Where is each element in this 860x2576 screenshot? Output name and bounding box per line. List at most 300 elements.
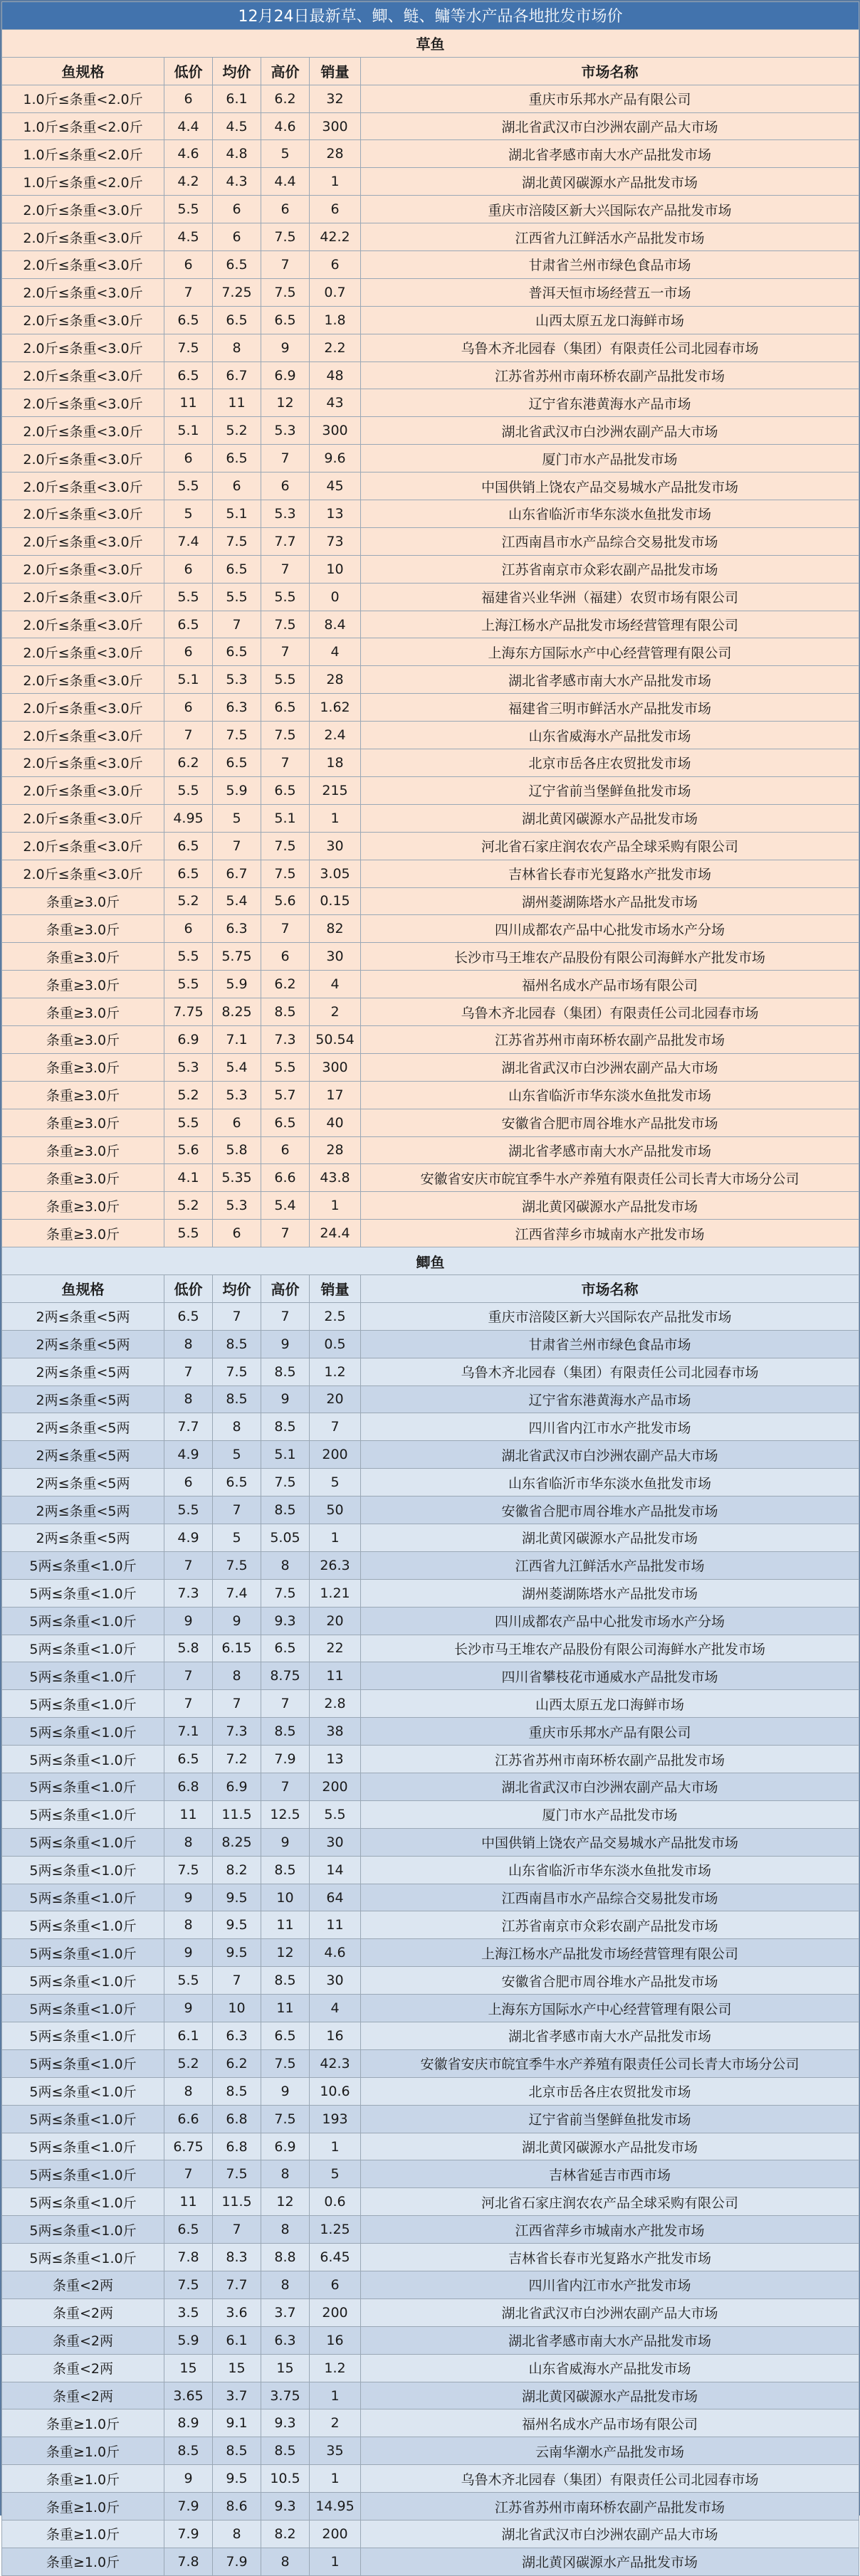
cell-avg: 5.75 bbox=[213, 943, 261, 971]
cell-volume: 45 bbox=[310, 473, 361, 500]
cell-market: 安徽省安庆市皖宜季牛水产养殖有限责任公司长青大市场分公司 bbox=[361, 1164, 859, 1192]
cell-high: 5.6 bbox=[261, 887, 310, 915]
cell-market: 吉林省长春市光复路水产批发市场 bbox=[361, 860, 859, 887]
cell-high: 8 bbox=[261, 2160, 310, 2188]
cell-spec: 2.0斤≤条重<3.0斤 bbox=[2, 832, 164, 860]
table-row bbox=[2, 611, 859, 638]
cell-low: 5.5 bbox=[164, 776, 213, 804]
cell-avg: 6 bbox=[213, 473, 261, 500]
cell-avg: 4.8 bbox=[213, 140, 261, 168]
cell-low: 7.9 bbox=[164, 2493, 213, 2520]
cell-market: 乌鲁木齐北园春（集团）有限责任公司北园春市场 bbox=[361, 2465, 859, 2493]
cell-spec: 2.0斤≤条重<3.0斤 bbox=[2, 776, 164, 804]
cell-low: 8 bbox=[164, 1828, 213, 1856]
cell-market: 山东省威海水产品批发市场 bbox=[361, 2354, 859, 2382]
column-header-spec: 鱼规格 bbox=[2, 57, 164, 85]
cell-volume: 6.45 bbox=[310, 2244, 361, 2271]
cell-spec: 2.0斤≤条重<3.0斤 bbox=[2, 555, 164, 583]
cell-spec: 5两≤条重<1.0斤 bbox=[2, 1773, 164, 1801]
cell-volume: 2.2 bbox=[310, 334, 361, 361]
section-header bbox=[2, 29, 859, 57]
cell-volume: 6 bbox=[310, 196, 361, 223]
cell-market: 河北省石家庄润农农产品全球采购有限公司 bbox=[361, 2188, 859, 2216]
cell-market: 河北省石家庄润农农产品全球采购有限公司 bbox=[361, 832, 859, 860]
cell-low: 6.5 bbox=[164, 2216, 213, 2244]
cell-spec: 2.0斤≤条重<3.0斤 bbox=[2, 473, 164, 500]
cell-avg: 6.8 bbox=[213, 2133, 261, 2160]
table-row bbox=[2, 1496, 859, 1524]
cell-low: 6.5 bbox=[164, 361, 213, 389]
table-row bbox=[2, 1800, 859, 1828]
cell-high: 7 bbox=[261, 915, 310, 943]
table-row bbox=[2, 2022, 859, 2050]
cell-volume: 1 bbox=[310, 2548, 361, 2575]
cell-low: 7.5 bbox=[164, 1856, 213, 1884]
table-row bbox=[2, 1607, 859, 1635]
cell-avg: 9.5 bbox=[213, 1939, 261, 1967]
cell-avg: 7.5 bbox=[213, 722, 261, 749]
table-row bbox=[2, 361, 859, 389]
cell-spec: 5两≤条重<1.0斤 bbox=[2, 2077, 164, 2105]
table-row bbox=[2, 140, 859, 168]
cell-avg: 7.9 bbox=[213, 2548, 261, 2575]
cell-spec: 2.0斤≤条重<3.0斤 bbox=[2, 445, 164, 473]
cell-high: 6.2 bbox=[261, 85, 310, 112]
cell-high: 6.5 bbox=[261, 1109, 310, 1136]
cell-market: 辽宁省东港黄海水产品市场 bbox=[361, 389, 859, 417]
table-row bbox=[2, 2437, 859, 2465]
cell-market: 重庆市乐邦水产品有限公司 bbox=[361, 85, 859, 112]
cell-market: 安徽省安庆市皖宜季牛水产养殖有限责任公司长青大市场分公司 bbox=[361, 2049, 859, 2077]
table-row bbox=[2, 776, 859, 804]
table-row bbox=[2, 583, 859, 611]
cell-avg: 6.1 bbox=[213, 2326, 261, 2354]
table-row bbox=[2, 306, 859, 334]
cell-volume: 0.7 bbox=[310, 278, 361, 306]
cell-spec: 2.0斤≤条重<3.0斤 bbox=[2, 722, 164, 749]
cell-low: 7 bbox=[164, 722, 213, 749]
table-row bbox=[2, 2160, 859, 2188]
cell-spec: 条重≥3.0斤 bbox=[2, 1136, 164, 1164]
column-header-low: 低价 bbox=[164, 1274, 213, 1302]
column-header-avg: 均价 bbox=[213, 1274, 261, 1302]
cell-market: 湖北黄冈碳源水产品批发市场 bbox=[361, 168, 859, 196]
table-row bbox=[2, 2077, 859, 2105]
cell-low: 7.8 bbox=[164, 2548, 213, 2575]
cell-avg: 8.5 bbox=[213, 1385, 261, 1413]
cell-spec: 1.0斤≤条重<2.0斤 bbox=[2, 140, 164, 168]
table-row bbox=[2, 2326, 859, 2354]
cell-high: 5.1 bbox=[261, 1441, 310, 1469]
cell-market: 湖北省武汉市白沙洲农副产品大市场 bbox=[361, 417, 859, 445]
cell-volume: 82 bbox=[310, 915, 361, 943]
cell-market: 四川省内江市水产批发市场 bbox=[361, 1413, 859, 1441]
cell-volume: 5.5 bbox=[310, 1800, 361, 1828]
table-row bbox=[2, 943, 859, 971]
cell-market: 四川省内江市水产批发市场 bbox=[361, 2271, 859, 2299]
table-row bbox=[2, 1302, 859, 1330]
cell-market: 厦门市水产品批发市场 bbox=[361, 445, 859, 473]
cell-market: 湖北黄冈碳源水产品批发市场 bbox=[361, 2382, 859, 2409]
cell-low: 7.3 bbox=[164, 1579, 213, 1607]
cell-volume: 300 bbox=[310, 1053, 361, 1081]
cell-avg: 8.25 bbox=[213, 1828, 261, 1856]
cell-avg: 7.3 bbox=[213, 1718, 261, 1746]
table-row bbox=[2, 2382, 859, 2409]
cell-market: 湖北省孝感市南大水产品批发市场 bbox=[361, 2326, 859, 2354]
table-row bbox=[2, 473, 859, 500]
cell-avg: 6 bbox=[213, 196, 261, 223]
table-row bbox=[2, 804, 859, 832]
table-title: 12月24日最新草、鲫、鲢、鳙等水产品各地批发市场价 bbox=[2, 2, 859, 30]
cell-volume: 1 bbox=[310, 2382, 361, 2409]
cell-avg: 6.5 bbox=[213, 749, 261, 777]
table-row bbox=[2, 1081, 859, 1109]
table-row bbox=[2, 527, 859, 555]
cell-high: 11 bbox=[261, 1911, 310, 1939]
cell-low: 4.95 bbox=[164, 804, 213, 832]
cell-market: 四川省攀枝花市通威水产品批发市场 bbox=[361, 1662, 859, 1690]
cell-volume: 2.5 bbox=[310, 1302, 361, 1330]
cell-high: 4.6 bbox=[261, 112, 310, 140]
cell-avg: 7.5 bbox=[213, 527, 261, 555]
cell-avg: 7.1 bbox=[213, 1025, 261, 1053]
cell-low: 7.1 bbox=[164, 1718, 213, 1746]
cell-low: 11 bbox=[164, 2188, 213, 2216]
cell-volume: 28 bbox=[310, 140, 361, 168]
cell-volume: 16 bbox=[310, 2022, 361, 2050]
cell-spec: 5两≤条重<1.0斤 bbox=[2, 2216, 164, 2244]
cell-high: 6.5 bbox=[261, 306, 310, 334]
cell-low: 5.6 bbox=[164, 1136, 213, 1164]
table-row bbox=[2, 2271, 859, 2299]
cell-low: 5.1 bbox=[164, 666, 213, 694]
cell-high: 5 bbox=[261, 140, 310, 168]
cell-volume: 1.2 bbox=[310, 1358, 361, 1385]
cell-avg: 7.2 bbox=[213, 1746, 261, 1773]
cell-volume: 200 bbox=[310, 1441, 361, 1469]
section-name: 草鱼 bbox=[2, 29, 859, 57]
cell-market: 福州名成水产品市场有限公司 bbox=[361, 971, 859, 998]
cell-spec: 条重<2两 bbox=[2, 2271, 164, 2299]
cell-high: 8.5 bbox=[261, 1413, 310, 1441]
cell-high: 5.5 bbox=[261, 1053, 310, 1081]
cell-spec: 条重≥3.0斤 bbox=[2, 1053, 164, 1081]
cell-avg: 15 bbox=[213, 2354, 261, 2382]
cell-spec: 2两≤条重<5两 bbox=[2, 1524, 164, 1551]
table-row bbox=[2, 168, 859, 196]
cell-spec: 2.0斤≤条重<3.0斤 bbox=[2, 638, 164, 666]
cell-spec: 2两≤条重<5两 bbox=[2, 1302, 164, 1330]
cell-avg: 6.2 bbox=[213, 2049, 261, 2077]
cell-avg: 9 bbox=[213, 1607, 261, 1635]
cell-volume: 7 bbox=[310, 1413, 361, 1441]
cell-high: 9 bbox=[261, 1330, 310, 1358]
cell-market: 江西省九江鲜活水产品批发市场 bbox=[361, 223, 859, 251]
cell-high: 4.4 bbox=[261, 168, 310, 196]
cell-volume: 0.6 bbox=[310, 2188, 361, 2216]
column-header-high: 高价 bbox=[261, 57, 310, 85]
cell-high: 6.2 bbox=[261, 971, 310, 998]
cell-avg: 6.7 bbox=[213, 361, 261, 389]
cell-avg: 5.8 bbox=[213, 1136, 261, 1164]
cell-spec: 5两≤条重<1.0斤 bbox=[2, 1911, 164, 1939]
cell-volume: 300 bbox=[310, 417, 361, 445]
cell-market: 湖北黄冈碳源水产品批发市场 bbox=[361, 2548, 859, 2575]
cell-low: 8 bbox=[164, 2077, 213, 2105]
cell-high: 7.5 bbox=[261, 278, 310, 306]
cell-avg: 5 bbox=[213, 804, 261, 832]
cell-high: 7.3 bbox=[261, 1025, 310, 1053]
cell-spec: 2两≤条重<5两 bbox=[2, 1385, 164, 1413]
cell-avg: 6 bbox=[213, 1220, 261, 1247]
table-row bbox=[2, 2105, 859, 2133]
cell-spec: 5两≤条重<1.0斤 bbox=[2, 1939, 164, 1967]
cell-avg: 6 bbox=[213, 1109, 261, 1136]
cell-high: 8 bbox=[261, 2271, 310, 2299]
cell-volume: 13 bbox=[310, 500, 361, 528]
cell-volume: 13 bbox=[310, 1746, 361, 1773]
cell-low: 6.5 bbox=[164, 611, 213, 638]
cell-avg: 8.5 bbox=[213, 2437, 261, 2465]
cell-market: 山东省临沂市华东淡水鱼批发市场 bbox=[361, 500, 859, 528]
cell-avg: 7.7 bbox=[213, 2271, 261, 2299]
cell-volume: 1 bbox=[310, 2133, 361, 2160]
cell-low: 8 bbox=[164, 1385, 213, 1413]
cell-avg: 8.3 bbox=[213, 2244, 261, 2271]
cell-low: 11 bbox=[164, 1800, 213, 1828]
table-row bbox=[2, 196, 859, 223]
cell-avg: 6.8 bbox=[213, 2105, 261, 2133]
cell-market: 辽宁省前当堡鲜鱼批发市场 bbox=[361, 776, 859, 804]
cell-volume: 5 bbox=[310, 1469, 361, 1496]
cell-market: 江西南昌市水产品综合交易批发市场 bbox=[361, 1884, 859, 1911]
cell-high: 5.5 bbox=[261, 583, 310, 611]
cell-spec: 5两≤条重<1.0斤 bbox=[2, 1856, 164, 1884]
cell-market: 山西太原五龙口海鲜市场 bbox=[361, 306, 859, 334]
cell-volume: 2.8 bbox=[310, 1690, 361, 1718]
cell-avg: 11.5 bbox=[213, 1800, 261, 1828]
cell-market: 山东省临沂市华东淡水鱼批发市场 bbox=[361, 1469, 859, 1496]
cell-volume: 26.3 bbox=[310, 1551, 361, 1579]
cell-market: 乌鲁木齐北园春（集团）有限责任公司北园春市场 bbox=[361, 334, 859, 361]
cell-high: 5.3 bbox=[261, 500, 310, 528]
cell-avg: 7.5 bbox=[213, 1358, 261, 1385]
cell-avg: 9.5 bbox=[213, 1884, 261, 1911]
cell-market: 江苏省苏州市南环桥农副产品批发市场 bbox=[361, 2493, 859, 2520]
cell-volume: 1 bbox=[310, 804, 361, 832]
table-row bbox=[2, 417, 859, 445]
cell-market: 吉林省延吉市西市场 bbox=[361, 2160, 859, 2188]
cell-low: 5.3 bbox=[164, 1053, 213, 1081]
cell-market: 江西省九江鲜活水产品批发市场 bbox=[361, 1551, 859, 1579]
cell-volume: 30 bbox=[310, 1828, 361, 1856]
cell-high: 6.5 bbox=[261, 1635, 310, 1662]
cell-avg: 5 bbox=[213, 1441, 261, 1469]
cell-avg: 6.5 bbox=[213, 555, 261, 583]
cell-market: 厦门市水产品批发市场 bbox=[361, 1800, 859, 1828]
cell-volume: 2.4 bbox=[310, 722, 361, 749]
cell-high: 8 bbox=[261, 2548, 310, 2575]
cell-market: 江西省萍乡市城南水产批发市场 bbox=[361, 1220, 859, 1247]
column-header-high: 高价 bbox=[261, 1274, 310, 1302]
cell-low: 5.2 bbox=[164, 2049, 213, 2077]
cell-low: 4.2 bbox=[164, 168, 213, 196]
cell-low: 5.5 bbox=[164, 1496, 213, 1524]
cell-low: 6.5 bbox=[164, 860, 213, 887]
cell-high: 8.5 bbox=[261, 1856, 310, 1884]
cell-spec: 5两≤条重<1.0斤 bbox=[2, 2244, 164, 2271]
cell-volume: 2 bbox=[310, 998, 361, 1026]
table-row bbox=[2, 1967, 859, 1995]
cell-spec: 5两≤条重<1.0斤 bbox=[2, 1718, 164, 1746]
cell-avg: 7 bbox=[213, 832, 261, 860]
cell-market: 福建省三明市鲜活水产品批发市场 bbox=[361, 694, 859, 722]
cell-low: 3.5 bbox=[164, 2298, 213, 2326]
cell-market: 四川成都农产品中心批发市场水产分场 bbox=[361, 915, 859, 943]
cell-avg: 7.25 bbox=[213, 278, 261, 306]
cell-market: 安徽省合肥市周谷堆水产品批发市场 bbox=[361, 1109, 859, 1136]
cell-spec: 5两≤条重<1.0斤 bbox=[2, 1607, 164, 1635]
cell-market: 中国供销上饶农产品交易城水产品批发市场 bbox=[361, 1828, 859, 1856]
cell-market: 山东省临沂市华东淡水鱼批发市场 bbox=[361, 1081, 859, 1109]
cell-high: 12.5 bbox=[261, 1800, 310, 1828]
cell-market: 重庆市乐邦水产品有限公司 bbox=[361, 1718, 859, 1746]
cell-avg: 8.25 bbox=[213, 998, 261, 1026]
table-row bbox=[2, 2548, 859, 2575]
cell-market: 江苏省苏州市南环桥农副产品批发市场 bbox=[361, 1746, 859, 1773]
cell-avg: 6.1 bbox=[213, 85, 261, 112]
cell-low: 9 bbox=[164, 2465, 213, 2493]
cell-low: 7.9 bbox=[164, 2520, 213, 2548]
cell-high: 8 bbox=[261, 2216, 310, 2244]
cell-volume: 4 bbox=[310, 1995, 361, 2022]
cell-avg: 5.4 bbox=[213, 1053, 261, 1081]
cell-high: 6 bbox=[261, 1136, 310, 1164]
cell-market: 上海东方国际水产中心经营管理有限公司 bbox=[361, 1995, 859, 2022]
cell-high: 9.3 bbox=[261, 1607, 310, 1635]
cell-market: 江西省萍乡市城南水产批发市场 bbox=[361, 2216, 859, 2244]
cell-high: 3.7 bbox=[261, 2298, 310, 2326]
cell-market: 江西南昌市水产品综合交易批发市场 bbox=[361, 527, 859, 555]
cell-low: 4.9 bbox=[164, 1441, 213, 1469]
cell-spec: 条重≥3.0斤 bbox=[2, 1164, 164, 1192]
cell-spec: 2.0斤≤条重<3.0斤 bbox=[2, 334, 164, 361]
cell-avg: 7 bbox=[213, 1302, 261, 1330]
table-row bbox=[2, 1164, 859, 1192]
cell-avg: 5.2 bbox=[213, 417, 261, 445]
cell-market: 乌鲁木齐北园春（集团）有限责任公司北园春市场 bbox=[361, 998, 859, 1026]
cell-spec: 5两≤条重<1.0斤 bbox=[2, 2160, 164, 2188]
cell-low: 5.5 bbox=[164, 583, 213, 611]
cell-low: 7 bbox=[164, 1662, 213, 1690]
cell-spec: 条重≥1.0斤 bbox=[2, 2465, 164, 2493]
cell-high: 7.5 bbox=[261, 611, 310, 638]
cell-avg: 8.5 bbox=[213, 1330, 261, 1358]
cell-avg: 10 bbox=[213, 1995, 261, 2022]
cell-high: 12 bbox=[261, 1939, 310, 1967]
cell-low: 6.1 bbox=[164, 2022, 213, 2050]
cell-low: 8.9 bbox=[164, 2409, 213, 2437]
cell-low: 6 bbox=[164, 555, 213, 583]
cell-market: 安徽省合肥市周谷堆水产品批发市场 bbox=[361, 1967, 859, 1995]
table-row bbox=[2, 334, 859, 361]
cell-high: 6.9 bbox=[261, 2133, 310, 2160]
table-row bbox=[2, 278, 859, 306]
cell-spec: 条重≥1.0斤 bbox=[2, 2548, 164, 2575]
cell-low: 4.4 bbox=[164, 112, 213, 140]
cell-low: 6 bbox=[164, 85, 213, 112]
cell-avg: 5.3 bbox=[213, 666, 261, 694]
table-row bbox=[2, 832, 859, 860]
cell-spec: 条重<2两 bbox=[2, 2354, 164, 2382]
cell-avg: 5.3 bbox=[213, 1081, 261, 1109]
table-row bbox=[2, 1856, 859, 1884]
table-row bbox=[2, 1911, 859, 1939]
cell-market: 辽宁省前当堡鲜鱼批发市场 bbox=[361, 2105, 859, 2133]
cell-low: 9 bbox=[164, 1939, 213, 1967]
cell-low: 7 bbox=[164, 1690, 213, 1718]
cell-spec: 5两≤条重<1.0斤 bbox=[2, 1635, 164, 1662]
cell-high: 7.5 bbox=[261, 722, 310, 749]
cell-low: 5.2 bbox=[164, 1081, 213, 1109]
cell-market: 北京市岳各庄农贸批发市场 bbox=[361, 749, 859, 777]
cell-spec: 2两≤条重<5两 bbox=[2, 1441, 164, 1469]
column-header-spec: 鱼规格 bbox=[2, 1274, 164, 1302]
cell-spec: 2.0斤≤条重<3.0斤 bbox=[2, 251, 164, 279]
cell-spec: 条重<2两 bbox=[2, 2298, 164, 2326]
cell-volume: 17 bbox=[310, 1081, 361, 1109]
cell-low: 5.2 bbox=[164, 887, 213, 915]
cell-spec: 条重≥1.0斤 bbox=[2, 2520, 164, 2548]
table-row bbox=[2, 2216, 859, 2244]
cell-avg: 6.3 bbox=[213, 694, 261, 722]
cell-spec: 2两≤条重<5两 bbox=[2, 1330, 164, 1358]
table-row bbox=[2, 1635, 859, 1662]
cell-market: 湖北省武汉市白沙洲农副产品大市场 bbox=[361, 2298, 859, 2326]
cell-market: 湖州菱湖陈塔水产品批发市场 bbox=[361, 1579, 859, 1607]
cell-avg: 7 bbox=[213, 611, 261, 638]
cell-volume: 0.5 bbox=[310, 1330, 361, 1358]
cell-market: 长沙市马王堆农产品股份有限公司海鲜水产批发市场 bbox=[361, 943, 859, 971]
table-row bbox=[2, 2049, 859, 2077]
column-header-low: 低价 bbox=[164, 57, 213, 85]
cell-volume: 1 bbox=[310, 2465, 361, 2493]
cell-low: 5.8 bbox=[164, 1635, 213, 1662]
cell-spec: 5两≤条重<1.0斤 bbox=[2, 2049, 164, 2077]
cell-market: 重庆市涪陵区新大兴国际农产品批发市场 bbox=[361, 1302, 859, 1330]
cell-volume: 1 bbox=[310, 168, 361, 196]
section-name: 鲫鱼 bbox=[2, 1247, 859, 1275]
cell-avg: 8 bbox=[213, 334, 261, 361]
table-row bbox=[2, 223, 859, 251]
cell-low: 5.5 bbox=[164, 971, 213, 998]
cell-avg: 6.3 bbox=[213, 915, 261, 943]
cell-high: 15 bbox=[261, 2354, 310, 2382]
cell-market: 上海东方国际水产中心经营管理有限公司 bbox=[361, 638, 859, 666]
cell-volume: 30 bbox=[310, 1967, 361, 1995]
cell-volume: 50 bbox=[310, 1496, 361, 1524]
cell-spec: 2两≤条重<5两 bbox=[2, 1358, 164, 1385]
cell-high: 9.3 bbox=[261, 2409, 310, 2437]
cell-market: 湖北省武汉市白沙洲农副产品大市场 bbox=[361, 112, 859, 140]
cell-low: 5 bbox=[164, 500, 213, 528]
cell-spec: 条重≥1.0斤 bbox=[2, 2409, 164, 2437]
cell-volume: 38 bbox=[310, 1718, 361, 1746]
cell-low: 5.9 bbox=[164, 2326, 213, 2354]
cell-volume: 6 bbox=[310, 251, 361, 279]
cell-high: 7 bbox=[261, 749, 310, 777]
